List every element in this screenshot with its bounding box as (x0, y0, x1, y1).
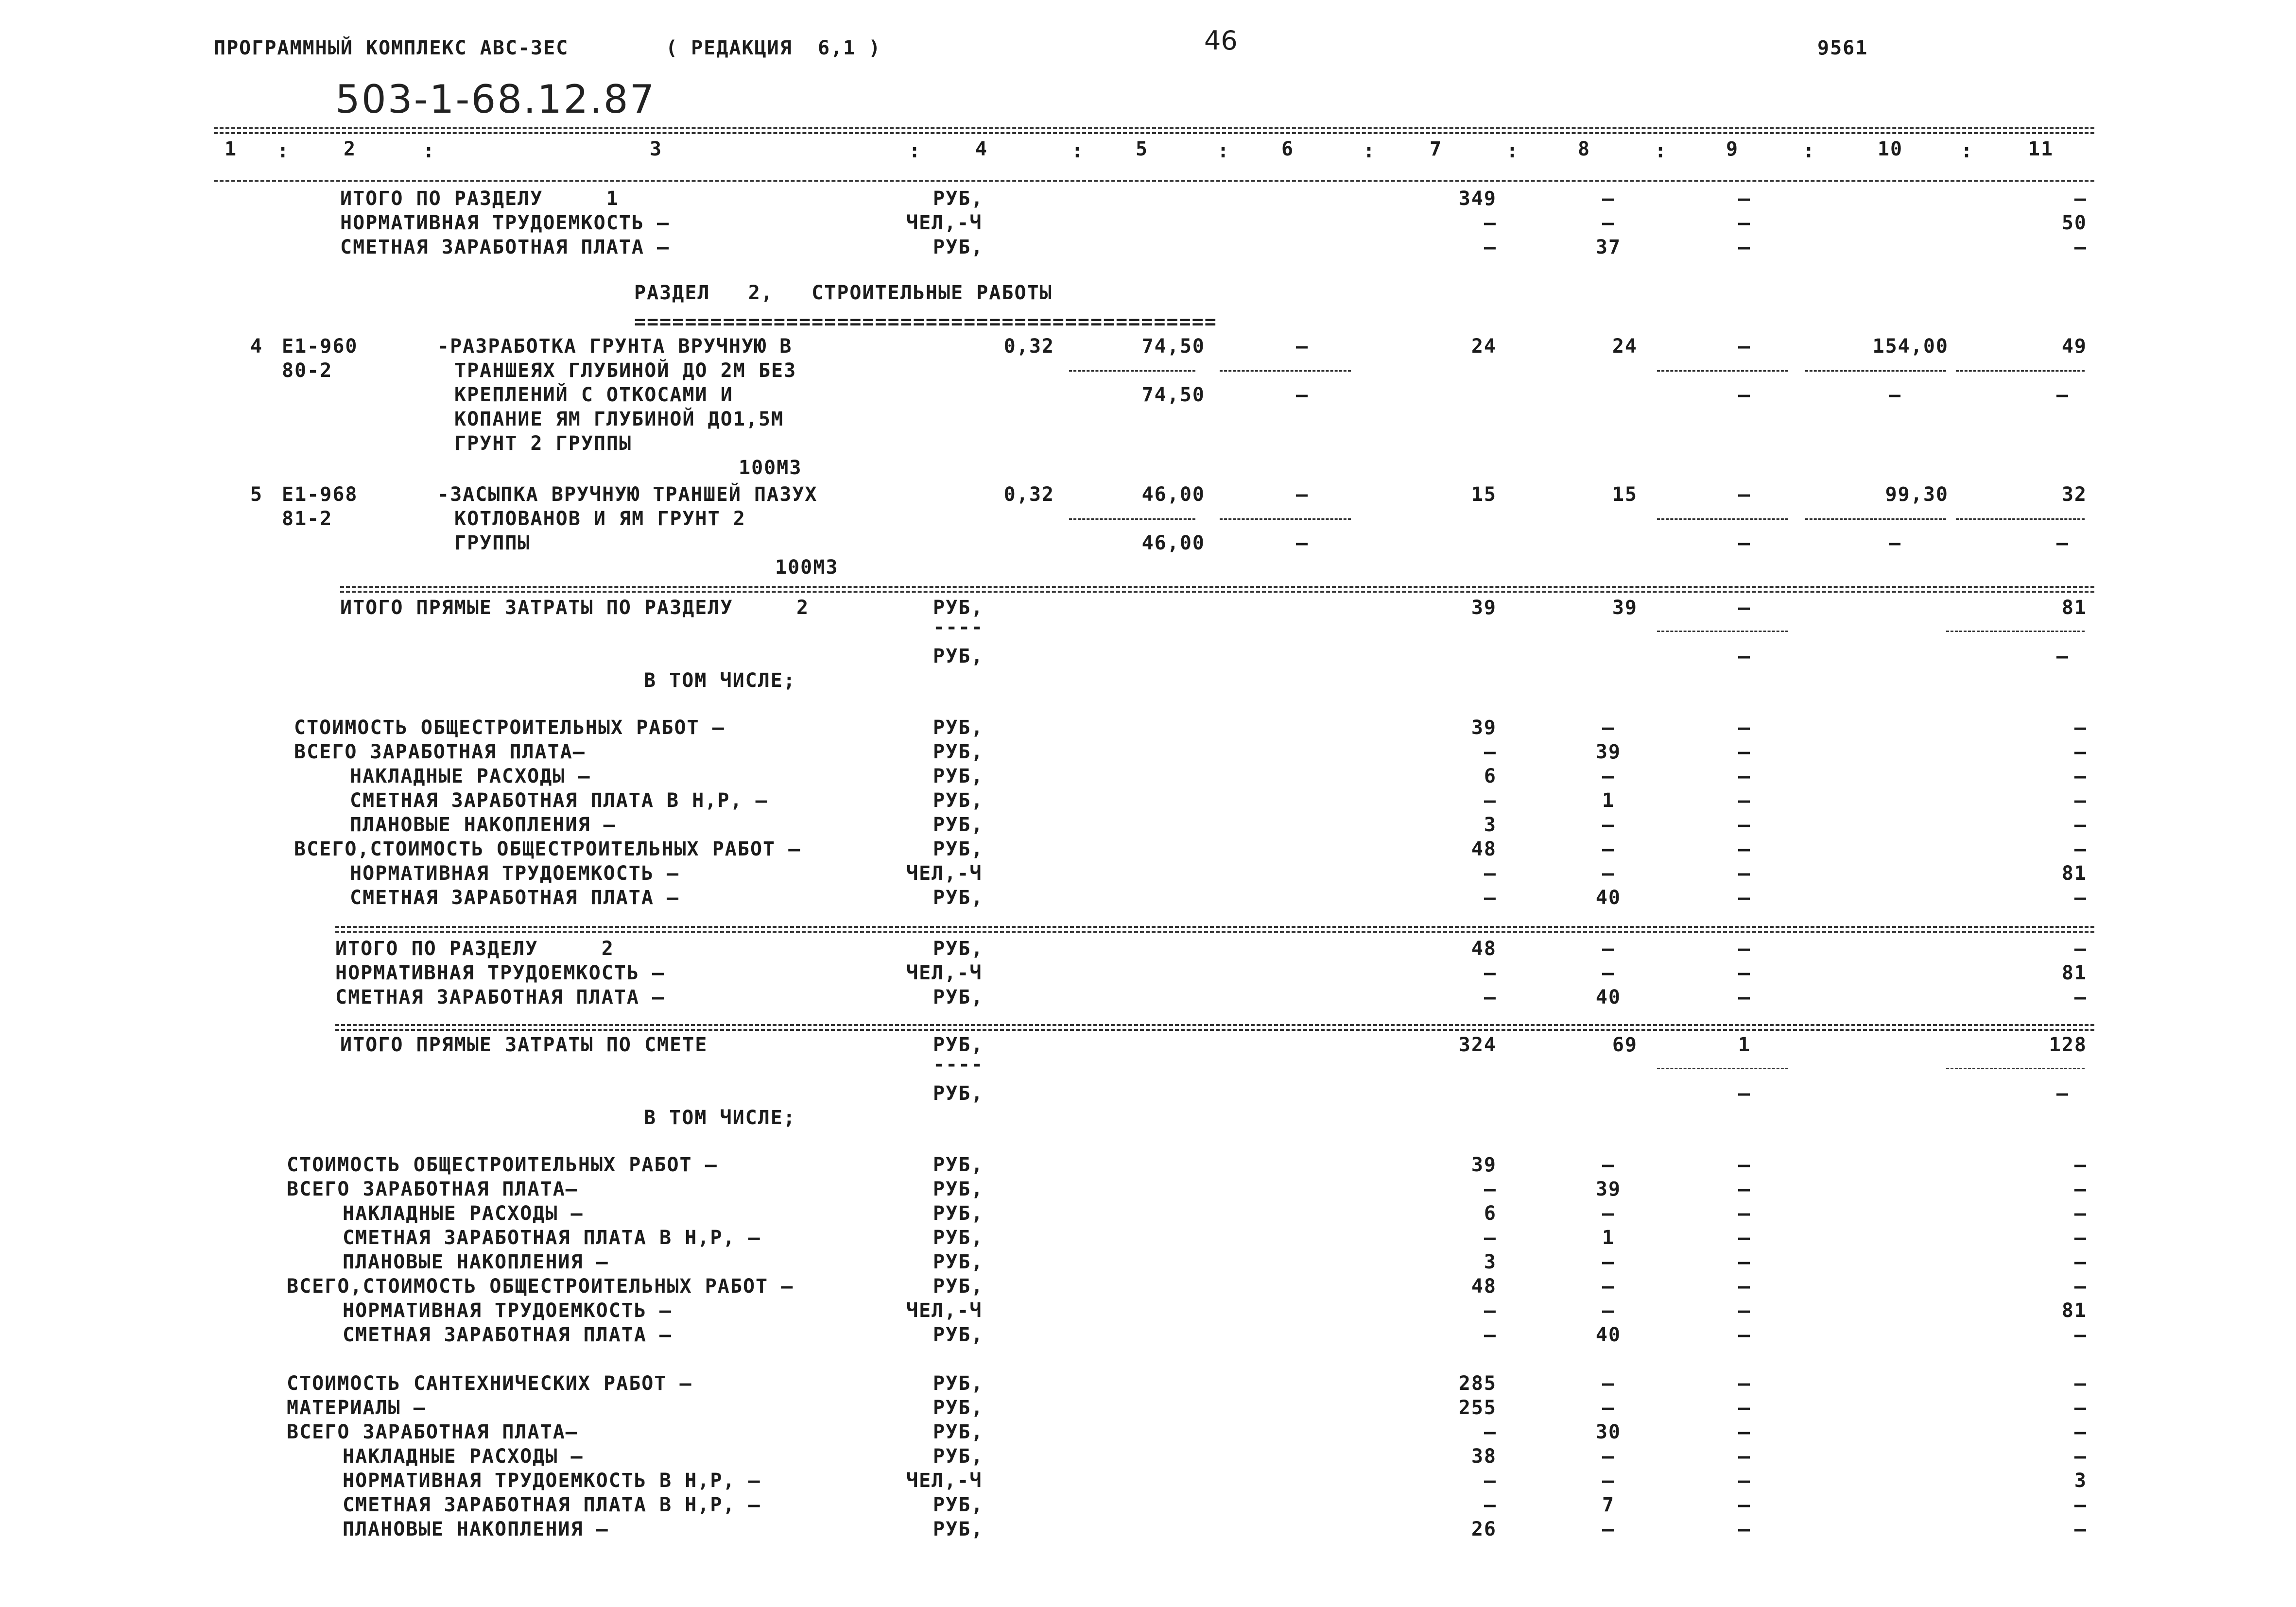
header-bottom-rule (214, 180, 2094, 182)
estimate-breakdown-row-col7: 39 (1471, 1154, 1497, 1176)
section1-total-row-unit: РУБ, (933, 236, 984, 258)
sanitary-works-row-col9: – (1738, 1421, 1751, 1443)
sanitary-works-row-label: СМЕТНАЯ ЗАРАБОТНАЯ ПЛАТА В Н,Р, – (343, 1494, 761, 1516)
item-subline-col11 (1956, 370, 2085, 372)
section2-breakdown-row-col7: – (1484, 789, 1497, 812)
section2-breakdown-row-col9: – (1738, 862, 1751, 885)
item-description-line: КРЕПЛЕНИЙ С ОТКОСАМИ И (454, 384, 733, 406)
column-separator: : (423, 140, 436, 162)
estimate-breakdown-row-col8: – (1602, 1275, 1615, 1298)
sanitary-works-row-unit: РУБ, (933, 1372, 984, 1395)
section2-total-row-col9: – (1738, 986, 1751, 1009)
sanitary-works-row-col11: – (2074, 1494, 2087, 1516)
section2-total-row-label: НОРМАТИВНАЯ ТРУДОЕМКОСТЬ – (335, 962, 665, 984)
section2-direct-unit: РУБ, (933, 597, 984, 619)
sanitary-works-row-col11: – (2074, 1397, 2087, 1419)
column-separator: : (1217, 140, 1230, 162)
section2-breakdown-row-col11: – (2074, 765, 2087, 787)
section2-total-row-unit: ЧЕЛ,-Ч (906, 962, 983, 984)
estimate-breakdown-row-col11: – (2074, 1227, 2087, 1249)
sanitary-works-row-col7: – (1484, 1470, 1497, 1492)
item-col8: 15 (1612, 483, 1638, 506)
sanitary-works-row-col9: – (1738, 1470, 1751, 1492)
item-col7: 15 (1471, 483, 1497, 506)
section2-breakdown-row-col9: – (1738, 789, 1751, 812)
section2-breakdown-row-col7: 39 (1471, 717, 1497, 739)
column-header-9: 9 (1726, 138, 1739, 160)
estimate-direct-col7: 324 (1458, 1034, 1497, 1056)
section2-breakdown-row-col7: – (1484, 741, 1497, 763)
section2-underline: ============================================== (634, 311, 1217, 333)
column-header-7: 7 (1429, 138, 1443, 160)
estimate-breakdown-row-label: СМЕТНАЯ ЗАРАБОТНАЯ ПЛАТА – (343, 1324, 673, 1346)
section1-total-row-col9: – (1738, 236, 1751, 258)
item-description-line: ГРУППЫ (454, 532, 531, 554)
item-col11: 32 (2061, 483, 2087, 506)
section2-total-row-col9: – (1738, 938, 1751, 960)
item-col9-second: – (1738, 532, 1751, 554)
item-col6-second: – (1295, 532, 1309, 554)
section2-total-row-label: СМЕТНАЯ ЗАРАБОТНАЯ ПЛАТА – (335, 986, 665, 1009)
item-col9-second: – (1738, 384, 1751, 406)
section2-breakdown-row-col8: – (1602, 838, 1615, 860)
estimate-direct-rule-2 (335, 1029, 2094, 1031)
section2-total-rule-2 (335, 931, 2094, 933)
section2-breakdown-row-col9: – (1738, 887, 1751, 909)
estimate-breakdown-row-col8: – (1602, 1202, 1615, 1225)
section1-total-row-col11: 50 (2061, 212, 2087, 234)
section1-total-row-label: НОРМАТИВНАЯ ТРУДОЕМКОСТЬ – (340, 212, 670, 234)
sanitary-works-row-col9: – (1738, 1397, 1751, 1419)
section2-total-row-col7: – (1484, 962, 1497, 984)
item-quantity: 0,32 (1003, 335, 1054, 358)
section1-total-row-col7: – (1484, 236, 1497, 258)
estimate-direct-col11: 128 (2049, 1034, 2087, 1056)
estimate-breakdown-row-col7: – (1484, 1227, 1497, 1249)
estimate-breakdown-row-col11: – (2074, 1202, 2087, 1225)
item-subline-col6 (1220, 370, 1351, 372)
item-description-line: -РАЗРАБОТКА ГРУНТА ВРУЧНУЮ В (437, 335, 793, 358)
item-code: Е1-968 (282, 483, 358, 506)
section2-total-row-col11: 81 (2061, 962, 2087, 984)
section2-breakdown-row-col7: 3 (1484, 814, 1497, 836)
section1-total-row-col11: – (2074, 188, 2087, 210)
estimate-breakdown-row-col11: 81 (2061, 1299, 2087, 1322)
item-col5-second: 46,00 (1141, 532, 1205, 554)
sanitary-works-row-col11: – (2074, 1518, 2087, 1540)
item-unit: 100М3 (739, 457, 802, 479)
estimate-breakdown-row-label: ПЛАНОВЫЕ НАКОПЛЕНИЯ – (343, 1251, 609, 1273)
item-subline-col11 (1956, 518, 2085, 520)
section2-breakdown-row-col7: – (1484, 862, 1497, 885)
column-separator: : (1363, 140, 1376, 162)
section2-breakdown-row-col8: 1 (1602, 789, 1615, 812)
sanitary-works-row-unit: РУБ, (933, 1494, 984, 1516)
section2-total-row-col11: – (2074, 938, 2087, 960)
section1-total-row-col7: 349 (1458, 188, 1497, 210)
section2-breakdown-row-label: ВСЕГО ЗАРАБОТНАЯ ПЛАТА– (294, 741, 586, 763)
estimate-direct-rule (335, 1024, 2094, 1026)
section2-breakdown-row-col8: 39 (1595, 741, 1622, 763)
sanitary-works-row-label: МАТЕРИАЛЫ – (287, 1397, 426, 1419)
section2-total-row-unit: РУБ, (933, 986, 984, 1009)
section2-total-row-col8: – (1602, 938, 1615, 960)
estimate-breakdown-row-col7: 6 (1484, 1202, 1497, 1225)
estimate-breakdown-row-col7: 3 (1484, 1251, 1497, 1273)
section2-breakdown-row-col11: – (2074, 717, 2087, 739)
sanitary-works-row-col11: – (2074, 1421, 2087, 1443)
section2-breakdown-row-unit: РУБ, (933, 838, 984, 860)
section1-total-row-label: ИТОГО ПО РАЗДЕЛУ 1 (340, 188, 619, 210)
column-header-4: 4 (975, 138, 988, 160)
estimate-breakdown-row-unit: РУБ, (933, 1154, 984, 1176)
column-separator: : (1961, 140, 1974, 162)
sanitary-works-row-col7: – (1484, 1494, 1497, 1516)
estimate-breakdown-row-col9: – (1738, 1202, 1751, 1225)
section2-direct-col8: 39 (1612, 597, 1638, 619)
section2-breakdown-row-col8: – (1602, 862, 1615, 885)
page-number: 46 (1204, 25, 1238, 56)
section2-breakdown-row-unit: РУБ, (933, 717, 984, 739)
section1-total-row-col9: – (1738, 188, 1751, 210)
section2-direct-col7: 39 (1471, 597, 1497, 619)
section2-breakdown-row-col8: 40 (1595, 887, 1622, 909)
sanitary-works-row-col9: – (1738, 1445, 1751, 1468)
column-header-11: 11 (2028, 138, 2054, 160)
estimate-breakdown-row-col7: – (1484, 1299, 1497, 1322)
sanitary-works-row-col8: – (1602, 1372, 1615, 1395)
estimate-breakdown-row-col11: – (2074, 1275, 2087, 1298)
column-header-8: 8 (1577, 138, 1591, 160)
sanitary-works-row-col8: – (1602, 1397, 1615, 1419)
section2-breakdown-row-unit: ЧЕЛ,-Ч (906, 862, 983, 885)
item-subline-col6 (1220, 518, 1351, 520)
estimate-breakdown-row-col11: – (2074, 1324, 2087, 1346)
sanitary-works-row-col9: – (1738, 1494, 1751, 1516)
section2-breakdown-row-col11: – (2074, 789, 2087, 812)
estimate-breakdown-row-col9: – (1738, 1324, 1751, 1346)
estimate-direct-col11-second: – (2056, 1082, 2070, 1105)
section2-breakdown-row-col7: – (1484, 887, 1497, 909)
item-col9: – (1738, 335, 1751, 358)
section2-direct-col9: – (1738, 597, 1751, 619)
estimate-breakdown-row-unit: РУБ, (933, 1251, 984, 1273)
section2-breakdown-row-label: НОРМАТИВНАЯ ТРУДОЕМКОСТЬ – (350, 862, 680, 885)
item-code-2: 80-2 (282, 359, 333, 382)
section2-breakdown-row-unit: РУБ, (933, 765, 984, 787)
section2-total-row-col8: – (1602, 962, 1615, 984)
estimate-direct-col9: 1 (1738, 1034, 1751, 1056)
estimate-breakdown-row-label: СМЕТНАЯ ЗАРАБОТНАЯ ПЛАТА В Н,Р, – (343, 1227, 761, 1249)
sanitary-works-row-col11: 3 (2074, 1470, 2087, 1492)
estimate-breakdown-row-col9: – (1738, 1178, 1751, 1200)
estimate-breakdown-row-col8: – (1602, 1154, 1615, 1176)
section1-total-row-unit: ЧЕЛ,-Ч (906, 212, 983, 234)
column-separator: : (909, 140, 922, 162)
estimate-breakdown-row-col8: 40 (1595, 1324, 1622, 1346)
section2-total-row-label: ИТОГО ПО РАЗДЕЛУ 2 (335, 938, 614, 960)
sanitary-works-row-unit: РУБ, (933, 1421, 984, 1443)
section2-breakdown-row-label: СТОИМОСТЬ ОБЩЕСТРОИТЕЛЬНЫХ РАБОТ – (294, 717, 725, 739)
item-col11-second: – (2056, 384, 2070, 406)
section1-total-row-col8: – (1602, 212, 1615, 234)
section2-breakdown-row-label: СМЕТНАЯ ЗАРАБОТНАЯ ПЛАТА В Н,Р, – (350, 789, 768, 812)
section2-breakdown-row-label: ВСЕГО,СТОИМОСТЬ ОБЩЕСТРОИТЕЛЬНЫХ РАБОТ – (294, 838, 801, 860)
item-description-line: ТРАНШЕЯХ ГЛУБИНОЙ ДО 2М БЕЗ (454, 359, 797, 382)
item-description-line: ГРУНТ 2 ГРУППЫ (454, 432, 632, 455)
section2-breakdown-row-unit: РУБ, (933, 887, 984, 909)
top-rule-2 (214, 132, 2094, 134)
sanitary-works-row-unit: ЧЕЛ,-Ч (906, 1470, 983, 1492)
sanitary-works-row-label: НАКЛАДНЫЕ РАСХОДЫ – (343, 1445, 584, 1468)
section2-breakdown-row-unit: РУБ, (933, 741, 984, 763)
estimate-breakdown-row-label: НАКЛАДНЫЕ РАСХОДЫ – (343, 1202, 584, 1225)
item-description-line: КОТЛОВАНОВ И ЯМ ГРУНТ 2 (454, 508, 746, 530)
section2-total-row-unit: РУБ, (933, 938, 984, 960)
item-col11: 49 (2061, 335, 2087, 358)
section2-breakdown-row-col9: – (1738, 814, 1751, 836)
estimate-breakdown-row-col9: – (1738, 1299, 1751, 1322)
item-subline-col10 (1805, 370, 1946, 372)
column-header-1: 1 (224, 138, 238, 160)
section2-breakdown-row-col11: – (2074, 887, 2087, 909)
estimate-breakdown-row-label: ВСЕГО,СТОИМОСТЬ ОБЩЕСТРОИТЕЛЬНЫХ РАБОТ – (287, 1275, 794, 1298)
section2-breakdown-row-col11: 81 (2061, 862, 2087, 885)
section2-breakdown-row-col11: – (2074, 838, 2087, 860)
section2-breakdown-row-label: СМЕТНАЯ ЗАРАБОТНАЯ ПЛАТА – (350, 887, 680, 909)
item-col6: – (1295, 483, 1309, 506)
item-subline-col9 (1657, 518, 1788, 520)
item-quantity: 0,32 (1003, 483, 1054, 506)
estimate-breakdown-row-col8: 39 (1595, 1178, 1622, 1200)
item-unit: 100М3 (775, 556, 839, 579)
section2-breakdown-row-col9: – (1738, 765, 1751, 787)
section2-direct-including: В ТОМ ЧИСЛЕ; (644, 669, 796, 692)
sanitary-works-row-col7: – (1484, 1421, 1497, 1443)
estimate-breakdown-row-col11: – (2074, 1154, 2087, 1176)
item-description-line: КОПАНИЕ ЯМ ГЛУБИНОЙ ДО1,5М (454, 408, 784, 430)
section2-breakdown-row-col7: 6 (1484, 765, 1497, 787)
item-col11-second: – (2056, 532, 2070, 554)
sanitary-works-row-col8: – (1602, 1470, 1615, 1492)
sanitary-works-row-col7: 26 (1471, 1518, 1497, 1540)
section2-breakdown-row-col8: – (1602, 717, 1615, 739)
column-header-2: 2 (343, 138, 357, 160)
estimate-direct-subline-col11 (1946, 1068, 2085, 1069)
item-col10-second: – (1888, 532, 1902, 554)
item-subline-col5 (1069, 518, 1195, 520)
section2-breakdown-row-col7: 48 (1471, 838, 1497, 860)
estimate-breakdown-row-col9: – (1738, 1227, 1751, 1249)
estimate-direct-subline-col9 (1657, 1068, 1788, 1069)
top-rule (214, 127, 2094, 129)
item-col10: 99,30 (1885, 483, 1949, 506)
item-subline-col5 (1069, 370, 1195, 372)
column-separator: : (1506, 140, 1519, 162)
estimate-breakdown-row-col8: – (1602, 1299, 1615, 1322)
sanitary-works-row-label: ВСЕГО ЗАРАБОТНАЯ ПЛАТА– (287, 1421, 578, 1443)
estimate-breakdown-row-col7: – (1484, 1178, 1497, 1200)
section2-direct-unit-dash: ---- (933, 616, 984, 638)
section2-direct-col11-second: – (2056, 645, 2070, 667)
section2-total-rule (335, 926, 2094, 928)
sanitary-works-row-col9: – (1738, 1518, 1751, 1540)
section2-breakdown-row-col9: – (1738, 717, 1751, 739)
item-code: Е1-960 (282, 335, 358, 358)
sanitary-works-row-col8: 30 (1595, 1421, 1622, 1443)
handwritten-project-code: 503-1-68.12.87 (335, 77, 656, 122)
section1-total-row-col8: 37 (1595, 236, 1622, 258)
estimate-direct-label: ИТОГО ПРЯМЫЕ ЗАТРАТЫ ПО СМЕТЕ (340, 1034, 708, 1056)
item-col10-second: – (1888, 384, 1902, 406)
estimate-breakdown-row-col7: 48 (1471, 1275, 1497, 1298)
section2-breakdown-row-col9: – (1738, 741, 1751, 763)
edition-label: ( РЕДАКЦИЯ 6,1 ) (666, 37, 881, 59)
section2-direct-col9-second: – (1738, 645, 1751, 667)
section2-breakdown-row-col8: – (1602, 814, 1615, 836)
item-col7: 24 (1471, 335, 1497, 358)
section1-total-row-col8: – (1602, 188, 1615, 210)
sanitary-works-row-col8: – (1602, 1445, 1615, 1468)
item-subline-col9 (1657, 370, 1788, 372)
sanitary-works-row-col9: – (1738, 1372, 1751, 1395)
item-col6: – (1295, 335, 1309, 358)
section2-direct-col11: 81 (2061, 597, 2087, 619)
section2-direct-subline-col9 (1657, 631, 1788, 632)
column-header-10: 10 (1877, 138, 1903, 160)
estimate-direct-unit-dash: ---- (933, 1053, 984, 1076)
estimate-breakdown-row-label: ВСЕГО ЗАРАБОТНАЯ ПЛАТА– (287, 1178, 578, 1200)
section2-breakdown-row-label: НАКЛАДНЫЕ РАСХОДЫ – (350, 765, 591, 787)
program-title: ПРОГРАММНЫЙ КОМПЛЕКС АВС-3ЕС (214, 37, 569, 59)
estimate-breakdown-row-label: СТОИМОСТЬ ОБЩЕСТРОИТЕЛЬНЫХ РАБОТ – (287, 1154, 718, 1176)
sanitary-works-row-unit: РУБ, (933, 1518, 984, 1540)
sanitary-works-row-col11: – (2074, 1445, 2087, 1468)
section2-total-row-col11: – (2074, 986, 2087, 1009)
sanitary-works-row-col8: 7 (1602, 1494, 1615, 1516)
sanitary-works-row-label: СТОИМОСТЬ САНТЕХНИЧЕСКИХ РАБОТ – (287, 1372, 692, 1395)
sanitary-works-row-unit: РУБ, (933, 1445, 984, 1468)
column-header-3: 3 (649, 138, 663, 160)
sanitary-works-row-col11: – (2074, 1372, 2087, 1395)
estimate-breakdown-row-unit: РУБ, (933, 1178, 984, 1200)
section2-breakdown-row-label: ПЛАНОВЫЕ НАКОПЛЕНИЯ – (350, 814, 616, 836)
section1-total-row-unit: РУБ, (933, 188, 984, 210)
item-number: 4 (250, 335, 263, 358)
estimate-breakdown-row-col11: – (2074, 1251, 2087, 1273)
section2-breakdown-row-col8: – (1602, 765, 1615, 787)
item-col9: – (1738, 483, 1751, 506)
sanitary-works-row-unit: РУБ, (933, 1397, 984, 1419)
column-header-6: 6 (1281, 138, 1295, 160)
column-separator: : (1071, 140, 1085, 162)
estimate-breakdown-row-col9: – (1738, 1251, 1751, 1273)
item-code-2: 81-2 (282, 508, 333, 530)
sanitary-works-row-col7: 38 (1471, 1445, 1497, 1468)
section2-direct-rule (340, 586, 2094, 588)
estimate-breakdown-row-unit: РУБ, (933, 1227, 984, 1249)
section2-title: РАЗДЕЛ 2, СТРОИТЕЛЬНЫЕ РАБОТЫ (634, 282, 1053, 304)
estimate-breakdown-row-col9: – (1738, 1154, 1751, 1176)
item-number: 5 (250, 483, 263, 506)
estimate-direct-unit: РУБ, (933, 1034, 984, 1056)
sanitary-works-row-col8: – (1602, 1518, 1615, 1540)
sanitary-works-row-label: НОРМАТИВНАЯ ТРУДОЕМКОСТЬ В Н,Р, – (343, 1470, 761, 1492)
estimate-breakdown-row-col8: – (1602, 1251, 1615, 1273)
estimate-breakdown-row-col9: – (1738, 1275, 1751, 1298)
item-col6-second: – (1295, 384, 1309, 406)
estimate-breakdown-row-col11: – (2074, 1178, 2087, 1200)
column-separator: : (1655, 140, 1668, 162)
sanitary-works-row-col7: 285 (1458, 1372, 1497, 1395)
section2-breakdown-row-unit: РУБ, (933, 789, 984, 812)
item-col8: 24 (1612, 335, 1638, 358)
estimate-breakdown-row-unit: ЧЕЛ,-Ч (906, 1299, 983, 1322)
section1-total-row-col11: – (2074, 236, 2087, 258)
estimate-breakdown-row-col7: – (1484, 1324, 1497, 1346)
section2-total-row-col9: – (1738, 962, 1751, 984)
sanitary-works-row-col7: 255 (1458, 1397, 1497, 1419)
section2-total-row-col7: 48 (1471, 938, 1497, 960)
section2-breakdown-row-col9: – (1738, 838, 1751, 860)
section2-direct-label: ИТОГО ПРЯМЫЕ ЗАТРАТЫ ПО РАЗДЕЛУ 2 (340, 597, 810, 619)
estimate-direct-unit-second: РУБ, (933, 1082, 984, 1105)
section1-total-row-col7: – (1484, 212, 1497, 234)
column-separator: : (277, 140, 290, 162)
section2-breakdown-row-col11: – (2074, 814, 2087, 836)
item-subline-col10 (1805, 518, 1946, 520)
estimate-breakdown-row-col8: 1 (1602, 1227, 1615, 1249)
estimate-breakdown-row-unit: РУБ, (933, 1275, 984, 1298)
estimate-direct-including: В ТОМ ЧИСЛЕ; (644, 1107, 796, 1129)
column-header-5: 5 (1135, 138, 1149, 160)
section2-breakdown-row-col11: – (2074, 741, 2087, 763)
item-col10: 154,00 (1872, 335, 1949, 358)
section2-direct-rule-2 (340, 591, 2094, 593)
estimate-breakdown-row-unit: РУБ, (933, 1324, 984, 1346)
section2-breakdown-row-unit: РУБ, (933, 814, 984, 836)
section2-total-row-col8: 40 (1595, 986, 1622, 1009)
section1-total-row-label: СМЕТНАЯ ЗАРАБОТНАЯ ПЛАТА – (340, 236, 670, 258)
item-col5: 74,50 (1141, 335, 1205, 358)
section1-total-row-col9: – (1738, 212, 1751, 234)
section2-direct-unit-second: РУБ, (933, 645, 984, 667)
estimate-direct-col8: 69 (1612, 1034, 1638, 1056)
estimate-breakdown-row-label: НОРМАТИВНАЯ ТРУДОЕМКОСТЬ – (343, 1299, 673, 1322)
estimate-direct-col9-second: – (1738, 1082, 1751, 1105)
sanitary-works-row-label: ПЛАНОВЫЕ НАКОПЛЕНИЯ – (343, 1518, 609, 1540)
item-col5-second: 74,50 (1141, 384, 1205, 406)
section2-total-row-col7: – (1484, 986, 1497, 1009)
section2-direct-subline-col11 (1946, 631, 2085, 632)
estimate-breakdown-row-unit: РУБ, (933, 1202, 984, 1225)
item-description-line: -ЗАСЫПКА ВРУЧНУЮ ТРАНШЕЙ ПАЗУХ (437, 483, 818, 506)
document-code: 9561 (1817, 37, 1868, 59)
column-separator: : (1803, 140, 1816, 162)
item-col5: 46,00 (1141, 483, 1205, 506)
